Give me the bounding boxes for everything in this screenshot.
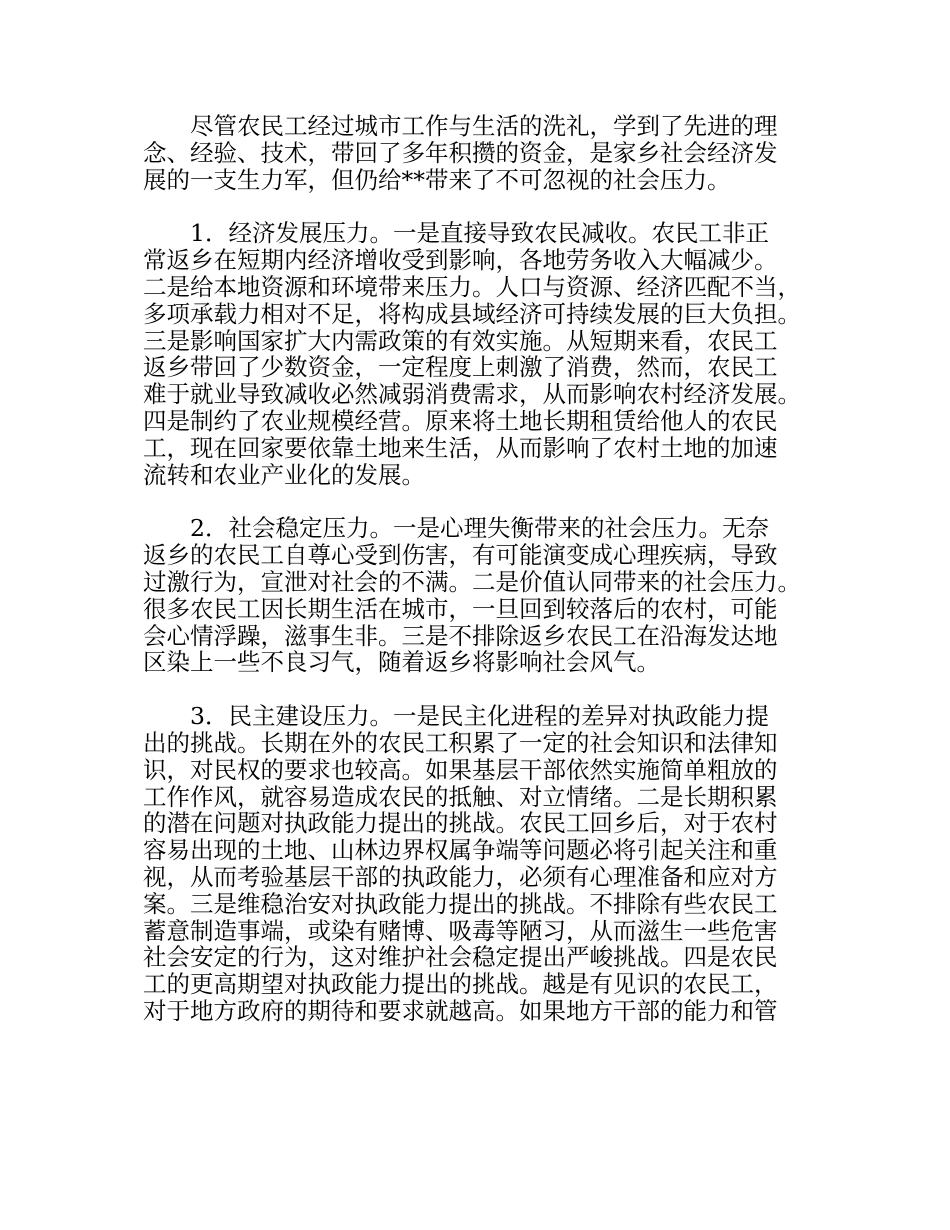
- paragraph-intro: [143, 113, 833, 193]
- text-line: 四是制约了农业规模经营。原来将土地长期租赁给他人的农民: [143, 406, 778, 435]
- text-line: 蓄意制造事端，或染有赌博、吸毒等陋习，从而滋生一些危害: [143, 916, 778, 945]
- text-line: 容易出现的土地、山林边界权属争端等问题必将引起关注和重: [143, 836, 778, 865]
- text-line: 社会安定的行为，这对维护社会稳定提出严峻挑战。四是农民: [143, 943, 778, 972]
- paragraph-economic-pressure: [143, 220, 833, 488]
- text-line: 工的更高期望对执政能力提出的挑战。越是有见识的农民工，: [143, 970, 778, 999]
- text-line: 二是给本地资源和环境带来压力。人口与资源、经济匹配不当，: [143, 272, 801, 301]
- text-line: 多项承载力相对不足，将构成县域经济可持续发展的巨大负担。: [143, 299, 801, 328]
- text-line: 难于就业导致减收必然减弱消费需求，从而影响农村经济发展。: [143, 380, 801, 409]
- text-line: 3．民主建设压力。一是民主化进程的差异对执政能力提: [190, 702, 769, 731]
- text-line: 对于地方政府的期待和要求就越高。如果地方干部的能力和管: [143, 996, 778, 1025]
- text-line: 视，从而考验基层干部的执政能力，必须有心理准备和应对方: [143, 862, 778, 891]
- text-line: 返乡带回了少数资金，一定程度上刺激了消费，然而，农民工: [143, 353, 778, 382]
- document-body: [143, 113, 833, 1052]
- text-line: 流转和农业产业化的发展。: [143, 460, 425, 489]
- text-line: 尽管农民工经过城市工作与生活的洗礼，学到了先进的理: [190, 112, 778, 140]
- text-line: 常返乡在短期内经济增收受到影响，各地劳务收入大幅减少。: [143, 246, 778, 275]
- text-line: 念、经验、技术，带回了多年积攒的资金，是家乡社会经济发: [143, 138, 778, 167]
- text-line: 2．社会稳定压力。一是心理失衡带来的社会压力。无奈: [190, 514, 769, 543]
- text-line: 工，现在回家要依靠土地来生活，从而影响了农村土地的加速: [143, 433, 778, 462]
- text-line: 案。三是维稳治安对执政能力提出的挑战。不排除有些农民工: [143, 889, 778, 918]
- text-line: 展的一支生力军，但仍给**带来了不可忽视的社会压力。: [143, 165, 731, 194]
- paragraph-democratic-construction: [143, 703, 833, 1025]
- text-line: 会心情浮躁，滋事生非。三是不排除返乡农民工在沿海发达地: [143, 621, 778, 650]
- text-line: 很多农民工因长期生活在城市，一旦回到较落后的农村，可能: [143, 594, 778, 623]
- text-line: 的潜在问题对执政能力提出的挑战。农民工回乡后，对于农村: [143, 809, 778, 838]
- paragraph-social-stability: [143, 515, 833, 676]
- text-line: 三是影响国家扩大内需政策的有效实施。从短期来看，农民工: [143, 326, 778, 355]
- text-line: 返乡的农民工自尊心受到伤害，有可能演变成心理疾病，导致: [143, 541, 778, 570]
- text-line: 工作作风，就容易造成农民的抵触、对立情绪。二是长期积累: [143, 782, 778, 811]
- text-line: 过激行为，宣泄对社会的不满。二是价值认同带来的社会压力。: [143, 567, 801, 596]
- text-line: 识，对民权的要求也较高。如果基层干部依然实施简单粗放的: [143, 755, 778, 784]
- text-line: 1．经济发展压力。一是直接导致农民减收。农民工非正: [190, 219, 769, 248]
- text-line: 区染上一些不良习气，随着返乡将影响社会风气。: [143, 648, 660, 677]
- text-line: 出的挑战。长期在外的农民工积累了一定的社会知识和法律知: [143, 728, 778, 757]
